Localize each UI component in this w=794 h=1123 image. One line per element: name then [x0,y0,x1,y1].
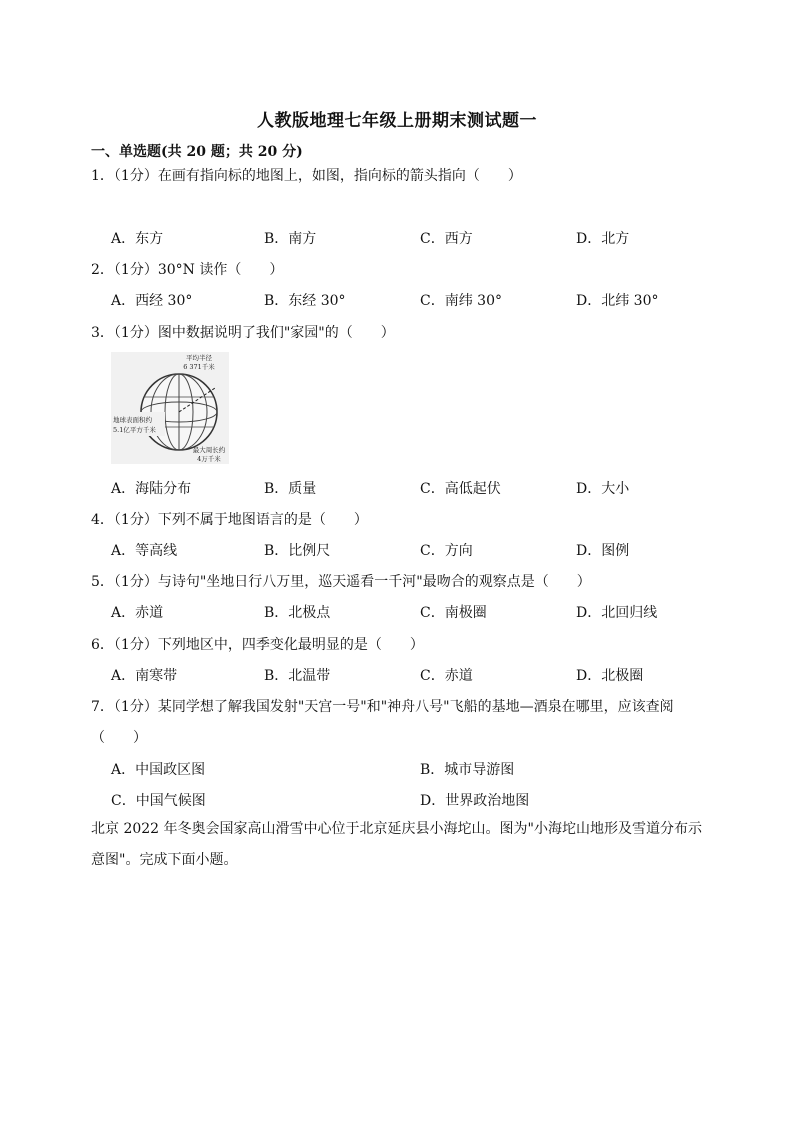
q1-option-c: C．西方 [420,231,473,247]
q1-option-d: D．北方 [576,231,630,247]
figure-value-area: 5.1亿平方千米 [113,426,156,434]
q6-option-d: D．北极圈 [576,668,644,684]
q4-option-c: C．方向 [420,543,473,559]
q3-option-a: A．海陆分布 [111,481,192,497]
question-6-stem: 6．（1分）下列地区中，四季变化最明显的是（ ） [91,637,424,653]
question-4-stem: 4．（1分）下列不属于地图语言的是（ ） [91,512,368,528]
q7-option-a: A．中国政区图 [111,762,206,778]
q2-option-b: B．东经 30° [264,293,346,309]
q4-option-d: D．图例 [576,543,630,559]
q3-option-d: D．大小 [576,481,630,497]
q5-option-d: D．北回归线 [576,605,658,621]
q4-option-b: B．比例尺 [264,543,331,559]
q7-option-c: C．中国气候图 [111,793,206,809]
q4-option-a: A．等高线 [111,543,178,559]
q1-option-a: A．东方 [111,231,164,247]
figure-value-radius: 6 371千米 [183,363,215,371]
q6-option-b: B．北温带 [264,668,331,684]
q2-option-d: D．北纬 30° [576,293,659,309]
q5-option-c: C．南极圈 [420,605,487,621]
q2-option-c: C．南纬 30° [420,293,502,309]
q5-option-b: B．北极点 [264,605,331,621]
question-3-stem: 3．（1分）图中数据说明了我们"家园"的（ ） [91,325,395,341]
figure-label-area: 地球表面积约 [113,416,152,424]
question-1-stem: 1．（1分）在画有指向标的地图上，如图，指向标的箭头指向（ ） [91,168,522,184]
question-7-stem-continued: （ ） [91,730,147,746]
question-7-stem: 7．（1分）某同学想了解我国发射"天宫一号"和"神舟八号"飞船的基地—酒泉在哪里，应该查阅 [91,699,674,715]
q7-option-d: D．世界政治地图 [420,793,530,809]
q3-option-b: B．质量 [264,481,317,497]
q7-option-b: B．城市导游图 [420,762,515,778]
q5-option-a: A．赤道 [111,605,164,621]
figure-label-circ: 最大周长约 [192,446,226,454]
q3-option-c: C．高低起伏 [420,481,501,497]
figure-label-radius: 平均半径 [186,354,212,362]
reading-passage: 北京 2022 年冬奥会国家高山滑雪中心位于北京延庆县小海坨山。图为"小海坨山地形及雪道分布示意图"。完成下面小题。 [91,821,702,868]
exam-title: 人教版地理七年级上册期末测试题一 [257,111,537,131]
figure-value-circ: 4万千米 [197,455,221,463]
q6-option-c: C．赤道 [420,668,473,684]
q1-option-b: B．南方 [264,231,317,247]
question-5-stem: 5．（1分）与诗句"坐地日行八万里，巡天遥看一千河"最吻合的观察点是（ ） [91,574,591,590]
q2-option-a: A．西经 30° [111,293,193,309]
section-heading: 一、单选题(共 20 题；共 20 分) [91,144,303,160]
earth-size-figure [111,352,229,464]
question-2-stem: 2．（1分）30°N 读作（ ） [91,262,284,278]
q6-option-a: A．南寒带 [111,668,178,684]
globe-diagram [111,352,229,464]
